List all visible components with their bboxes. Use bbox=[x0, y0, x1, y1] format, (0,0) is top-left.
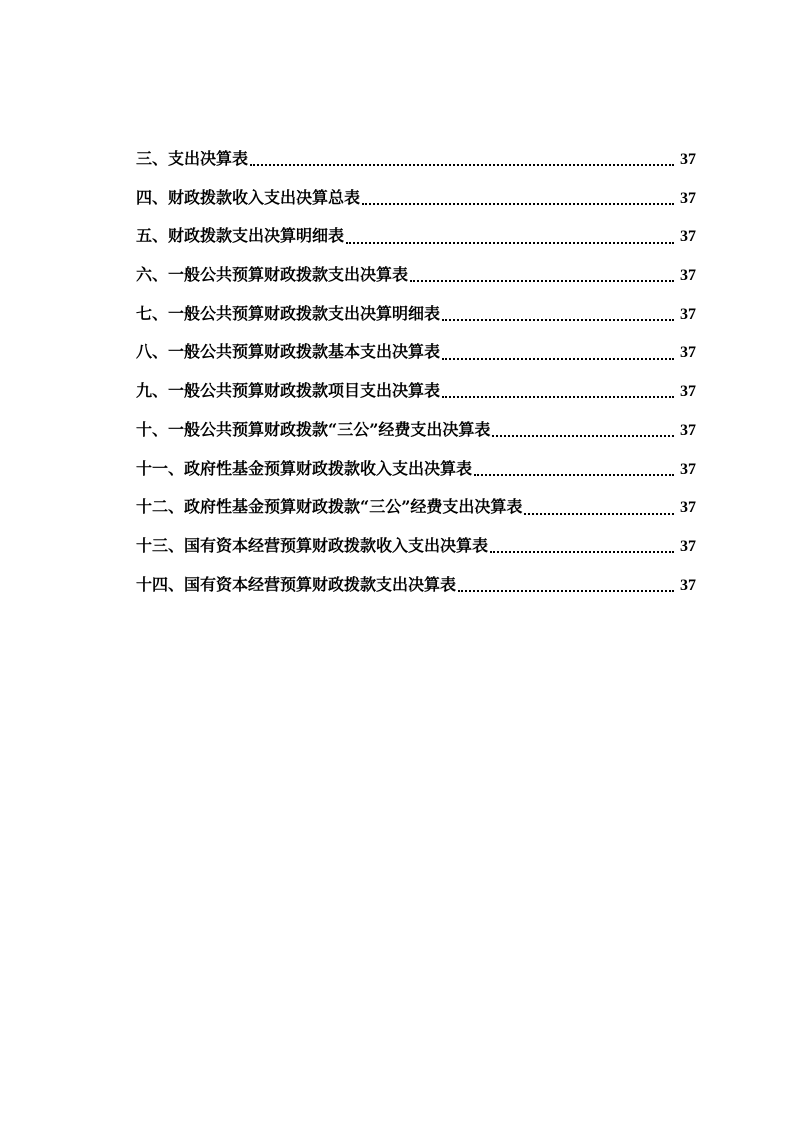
toc-entry-page: 37 bbox=[680, 267, 696, 285]
toc-entry[interactable] bbox=[136, 256, 696, 295]
toc-entry[interactable] bbox=[136, 333, 696, 372]
toc-entry[interactable] bbox=[136, 527, 696, 566]
toc-entry[interactable] bbox=[136, 295, 696, 334]
toc-entry-page: 37 bbox=[680, 576, 696, 594]
toc-entry-title: 四、财政拨款收入支出决算总表 bbox=[136, 187, 361, 207]
toc-entry-page: 37 bbox=[680, 383, 696, 401]
toc-dot-leader bbox=[442, 319, 674, 321]
toc-dot-leader bbox=[474, 474, 674, 476]
toc-entry-page: 37 bbox=[680, 151, 696, 168]
toc-entry-page: 37 bbox=[680, 537, 696, 555]
toc-entry-title: 十、一般公共预算财政拨款“三公”经费支出决算表 bbox=[136, 419, 491, 439]
toc-dot-leader bbox=[492, 435, 674, 437]
toc-dot-leader bbox=[250, 164, 674, 166]
toc-entry-page: 37 bbox=[680, 499, 696, 517]
toc-dot-leader bbox=[410, 280, 674, 282]
toc-entry-page: 37 bbox=[680, 189, 696, 207]
toc-dot-leader bbox=[362, 203, 674, 205]
toc-entry-page: 37 bbox=[680, 460, 696, 478]
toc-entry[interactable] bbox=[136, 372, 696, 411]
toc-entry-title: 十二、政府性基金预算财政拨款“三公”经费支出决算表 bbox=[136, 497, 523, 517]
toc-entry-page: 37 bbox=[680, 421, 696, 439]
toc-entry-title: 十四、国有资本经营预算财政拨款支出决算表 bbox=[136, 574, 457, 594]
toc-entry[interactable] bbox=[136, 217, 696, 256]
toc-dot-leader bbox=[442, 358, 674, 360]
toc-entry[interactable] bbox=[136, 140, 696, 179]
toc-entry-title: 九、一般公共预算财政拨款项目支出决算表 bbox=[136, 381, 441, 401]
toc-entry-title: 八、一般公共预算财政拨款基本支出决算表 bbox=[136, 342, 441, 362]
toc-entry-page: 37 bbox=[680, 344, 696, 362]
toc-dot-leader bbox=[442, 396, 674, 398]
toc-entry-title: 五、财政拨款支出决算明细表 bbox=[136, 226, 345, 246]
toc-entry[interactable] bbox=[136, 450, 696, 489]
toc-entry-title: 三、支出决算表 bbox=[136, 149, 249, 168]
toc-entry-title: 十一、政府性基金预算财政拨款收入支出决算表 bbox=[136, 458, 473, 478]
toc-entry[interactable] bbox=[136, 566, 696, 605]
toc-dot-leader bbox=[458, 590, 674, 592]
toc-entry-title: 七、一般公共预算财政拨款支出决算明细表 bbox=[136, 303, 441, 323]
toc-dot-leader bbox=[490, 551, 674, 553]
toc-entry[interactable] bbox=[136, 488, 696, 527]
table-of-contents bbox=[136, 140, 696, 604]
toc-entry[interactable] bbox=[136, 179, 696, 218]
toc-entry-page: 37 bbox=[680, 305, 696, 323]
toc-entry-page: 37 bbox=[680, 228, 696, 246]
toc-entry-title: 十三、国有资本经营预算财政拨款收入支出决算表 bbox=[136, 535, 489, 555]
toc-entry[interactable] bbox=[136, 411, 696, 450]
toc-dot-leader bbox=[346, 242, 674, 244]
toc-dot-leader bbox=[524, 513, 674, 515]
toc-entry-title: 六、一般公共预算财政拨款支出决算表 bbox=[136, 265, 409, 285]
